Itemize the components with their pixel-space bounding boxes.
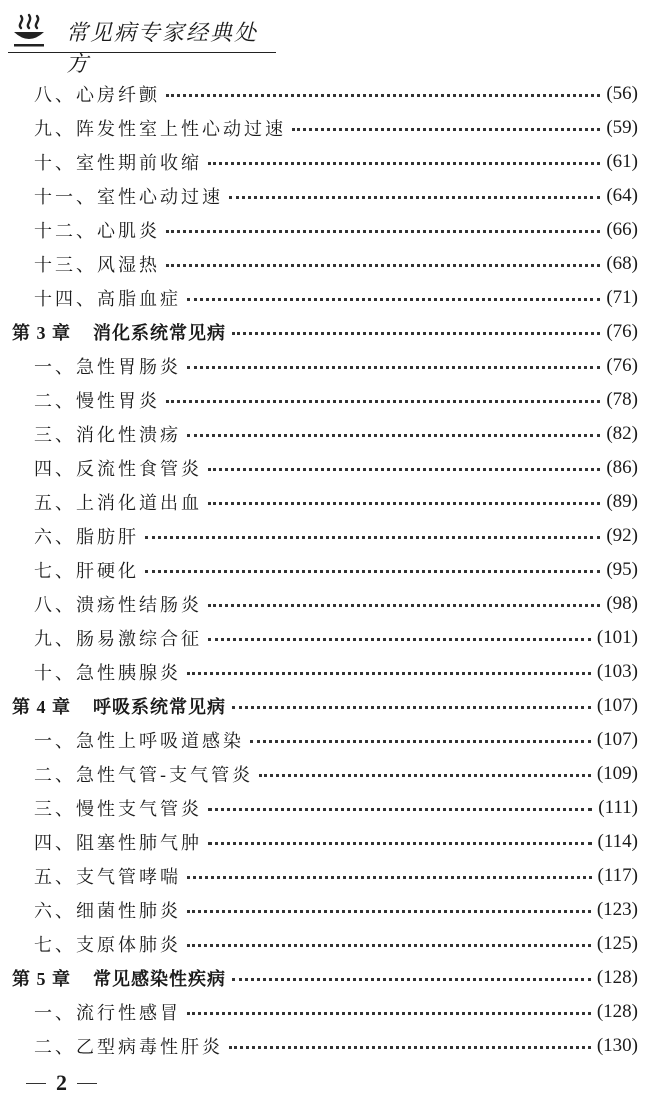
toc-entry-row[interactable] xyxy=(0,791,660,825)
toc-entry-row[interactable] xyxy=(0,111,660,145)
dot-leader xyxy=(145,564,600,573)
chapter-title: 常见感染性疾病 xyxy=(93,969,226,990)
toc-entry-label: 一、流行性感冒 xyxy=(34,1003,181,1024)
toc-entry-label xyxy=(12,319,226,345)
toc-entry-label: 十、室性期前收缩 xyxy=(34,153,202,174)
dot-leader xyxy=(166,394,600,403)
toc-page-number: (61) xyxy=(606,151,638,172)
toc-entry-row[interactable] xyxy=(0,349,660,383)
page-number: 2 xyxy=(56,1070,67,1095)
dot-leader xyxy=(232,700,591,709)
dot-leader xyxy=(145,530,600,539)
footer-dash-right xyxy=(77,1083,97,1084)
toc-entry-row[interactable] xyxy=(0,1029,660,1063)
toc-page-number: (101) xyxy=(596,627,638,648)
dot-leader xyxy=(208,632,591,641)
toc-entry-row[interactable] xyxy=(0,485,660,519)
toc-entry-label: 八、心房纤颤 xyxy=(34,85,160,106)
page-footer xyxy=(16,1068,107,1098)
toc-entry-label: 二、慢性胃炎 xyxy=(34,391,160,412)
toc-page-number: (123) xyxy=(596,899,638,920)
dot-leader xyxy=(208,156,600,165)
toc-page-number: (130) xyxy=(596,1035,638,1056)
toc-entry-row[interactable] xyxy=(0,621,660,655)
toc-page-number: (128) xyxy=(596,967,638,988)
toc-entry-row[interactable] xyxy=(0,247,660,281)
toc-entry-label: 三、消化性溃疡 xyxy=(34,425,181,446)
toc-entry-row[interactable] xyxy=(0,519,660,553)
dot-leader xyxy=(166,258,600,267)
toc-entry-row[interactable] xyxy=(0,417,660,451)
toc-entry-label: 十二、心肌炎 xyxy=(34,221,160,242)
dot-leader xyxy=(259,768,591,777)
toc-entry-label: 一、急性胃肠炎 xyxy=(34,357,181,378)
toc-entry-row[interactable] xyxy=(0,825,660,859)
dot-leader xyxy=(187,292,600,301)
toc-entry-row[interactable] xyxy=(0,553,660,587)
toc-entry-row[interactable] xyxy=(0,757,660,791)
toc-page-number: (128) xyxy=(596,1001,638,1022)
toc-entry-label: 二、急性气管-支气管炎 xyxy=(34,765,254,786)
toc-page-number: (71) xyxy=(606,287,638,308)
toc-page-number: (64) xyxy=(606,185,638,206)
toc-entry-label: 三、慢性支气管炎 xyxy=(34,799,202,820)
toc-page-number: (107) xyxy=(596,695,638,716)
toc-page-number: (59) xyxy=(606,117,638,138)
toc-entry-label: 九、肠易激综合征 xyxy=(34,629,202,650)
toc-entry-label: 四、阻塞性肺气肿 xyxy=(34,833,202,854)
toc-entry-row[interactable] xyxy=(0,927,660,961)
toc-entry-row[interactable] xyxy=(0,383,660,417)
dot-leader xyxy=(229,190,600,199)
dot-leader xyxy=(250,734,591,743)
dot-leader xyxy=(292,122,600,131)
chapter-title: 消化系统常见病 xyxy=(93,323,226,344)
toc-entry-label: 一、急性上呼吸道感染 xyxy=(34,731,244,752)
toc-chapter-row[interactable] xyxy=(0,315,660,349)
toc-entry-label: 十三、风湿热 xyxy=(34,255,160,276)
toc-page-number: (66) xyxy=(606,219,638,240)
chapter-number: 第 5 章 xyxy=(12,969,71,989)
toc-entry-label: 十、急性胰腺炎 xyxy=(34,663,181,684)
toc-entry-row[interactable] xyxy=(0,145,660,179)
toc-entry-label: 四、反流性食管炎 xyxy=(34,459,202,480)
dot-leader xyxy=(187,870,592,879)
toc-entry-row[interactable] xyxy=(0,723,660,757)
toc-page-number: (125) xyxy=(596,933,638,954)
toc-page-number: (114) xyxy=(597,831,638,852)
toc-entry-label: 七、肝硬化 xyxy=(34,561,139,582)
dot-leader xyxy=(166,88,600,97)
toc-entry-label: 五、上消化道出血 xyxy=(34,493,202,514)
chapter-title: 呼吸系统常见病 xyxy=(93,697,226,718)
toc-page-number: (82) xyxy=(606,423,638,444)
toc-entry-row[interactable] xyxy=(0,587,660,621)
toc-entry-label xyxy=(12,965,226,991)
toc-entry-label: 九、阵发性室上性心动过速 xyxy=(34,119,286,140)
toc-entry-row[interactable] xyxy=(0,179,660,213)
dot-leader xyxy=(187,666,591,675)
toc-entry-label: 二、乙型病毒性肝炎 xyxy=(34,1037,223,1058)
dot-leader xyxy=(208,462,600,471)
dot-leader xyxy=(229,1040,591,1049)
running-header xyxy=(8,10,276,77)
table-of-contents xyxy=(0,77,660,1063)
toc-page-number: (117) xyxy=(597,865,638,886)
toc-page-number: (68) xyxy=(606,253,638,274)
toc-entry-label xyxy=(12,693,226,719)
toc-page-number: (56) xyxy=(606,83,638,104)
toc-page-number: (111) xyxy=(598,797,638,818)
toc-entry-label: 六、脂肪肝 xyxy=(34,527,139,548)
dot-leader xyxy=(187,904,591,913)
toc-entry-row[interactable] xyxy=(0,655,660,689)
toc-entry-row[interactable] xyxy=(0,77,660,111)
steaming-bowl-icon xyxy=(12,12,46,48)
chapter-number: 第 4 章 xyxy=(12,697,71,717)
toc-page-number: (78) xyxy=(606,389,638,410)
toc-page-number: (89) xyxy=(606,491,638,512)
footer-dash-left xyxy=(26,1083,46,1084)
toc-entry-label: 十一、室性心动过速 xyxy=(34,187,223,208)
toc-page-number: (92) xyxy=(606,525,638,546)
dot-leader xyxy=(232,972,591,981)
dot-leader xyxy=(208,836,592,845)
toc-chapter-row[interactable] xyxy=(0,689,660,723)
toc-entry-row[interactable] xyxy=(0,995,660,1029)
dot-leader xyxy=(187,428,600,437)
toc-entry-row[interactable] xyxy=(0,451,660,485)
toc-page-number: (98) xyxy=(606,593,638,614)
toc-entry-row[interactable] xyxy=(0,281,660,315)
toc-page-number: (76) xyxy=(606,321,638,342)
toc-entry-label: 十四、高脂血症 xyxy=(34,289,181,310)
book-title: 常见病专家经典处方 xyxy=(66,21,259,77)
toc-page-number: (76) xyxy=(606,355,638,376)
toc-entry-row[interactable] xyxy=(0,859,660,893)
toc-entry-row[interactable] xyxy=(0,893,660,927)
dot-leader xyxy=(208,598,600,607)
toc-entry-label: 七、支原体肺炎 xyxy=(34,935,181,956)
dot-leader xyxy=(166,224,600,233)
toc-page-number: (103) xyxy=(596,661,638,682)
toc-page-number: (86) xyxy=(606,457,638,478)
toc-page-number: (109) xyxy=(596,763,638,784)
dot-leader xyxy=(208,802,592,811)
toc-entry-label: 八、溃疡性结肠炎 xyxy=(34,595,202,616)
dot-leader xyxy=(232,326,600,335)
toc-entry-row[interactable] xyxy=(0,213,660,247)
dot-leader xyxy=(208,496,600,505)
toc-entry-label: 五、支气管哮喘 xyxy=(34,867,181,888)
dot-leader xyxy=(187,938,591,947)
dot-leader xyxy=(187,1006,591,1015)
dot-leader xyxy=(187,360,600,369)
toc-chapter-row[interactable] xyxy=(0,961,660,995)
toc-page-number: (95) xyxy=(606,559,638,580)
toc-entry-label: 六、细菌性肺炎 xyxy=(34,901,181,922)
chapter-number: 第 3 章 xyxy=(12,323,71,343)
toc-page-number: (107) xyxy=(596,729,638,750)
